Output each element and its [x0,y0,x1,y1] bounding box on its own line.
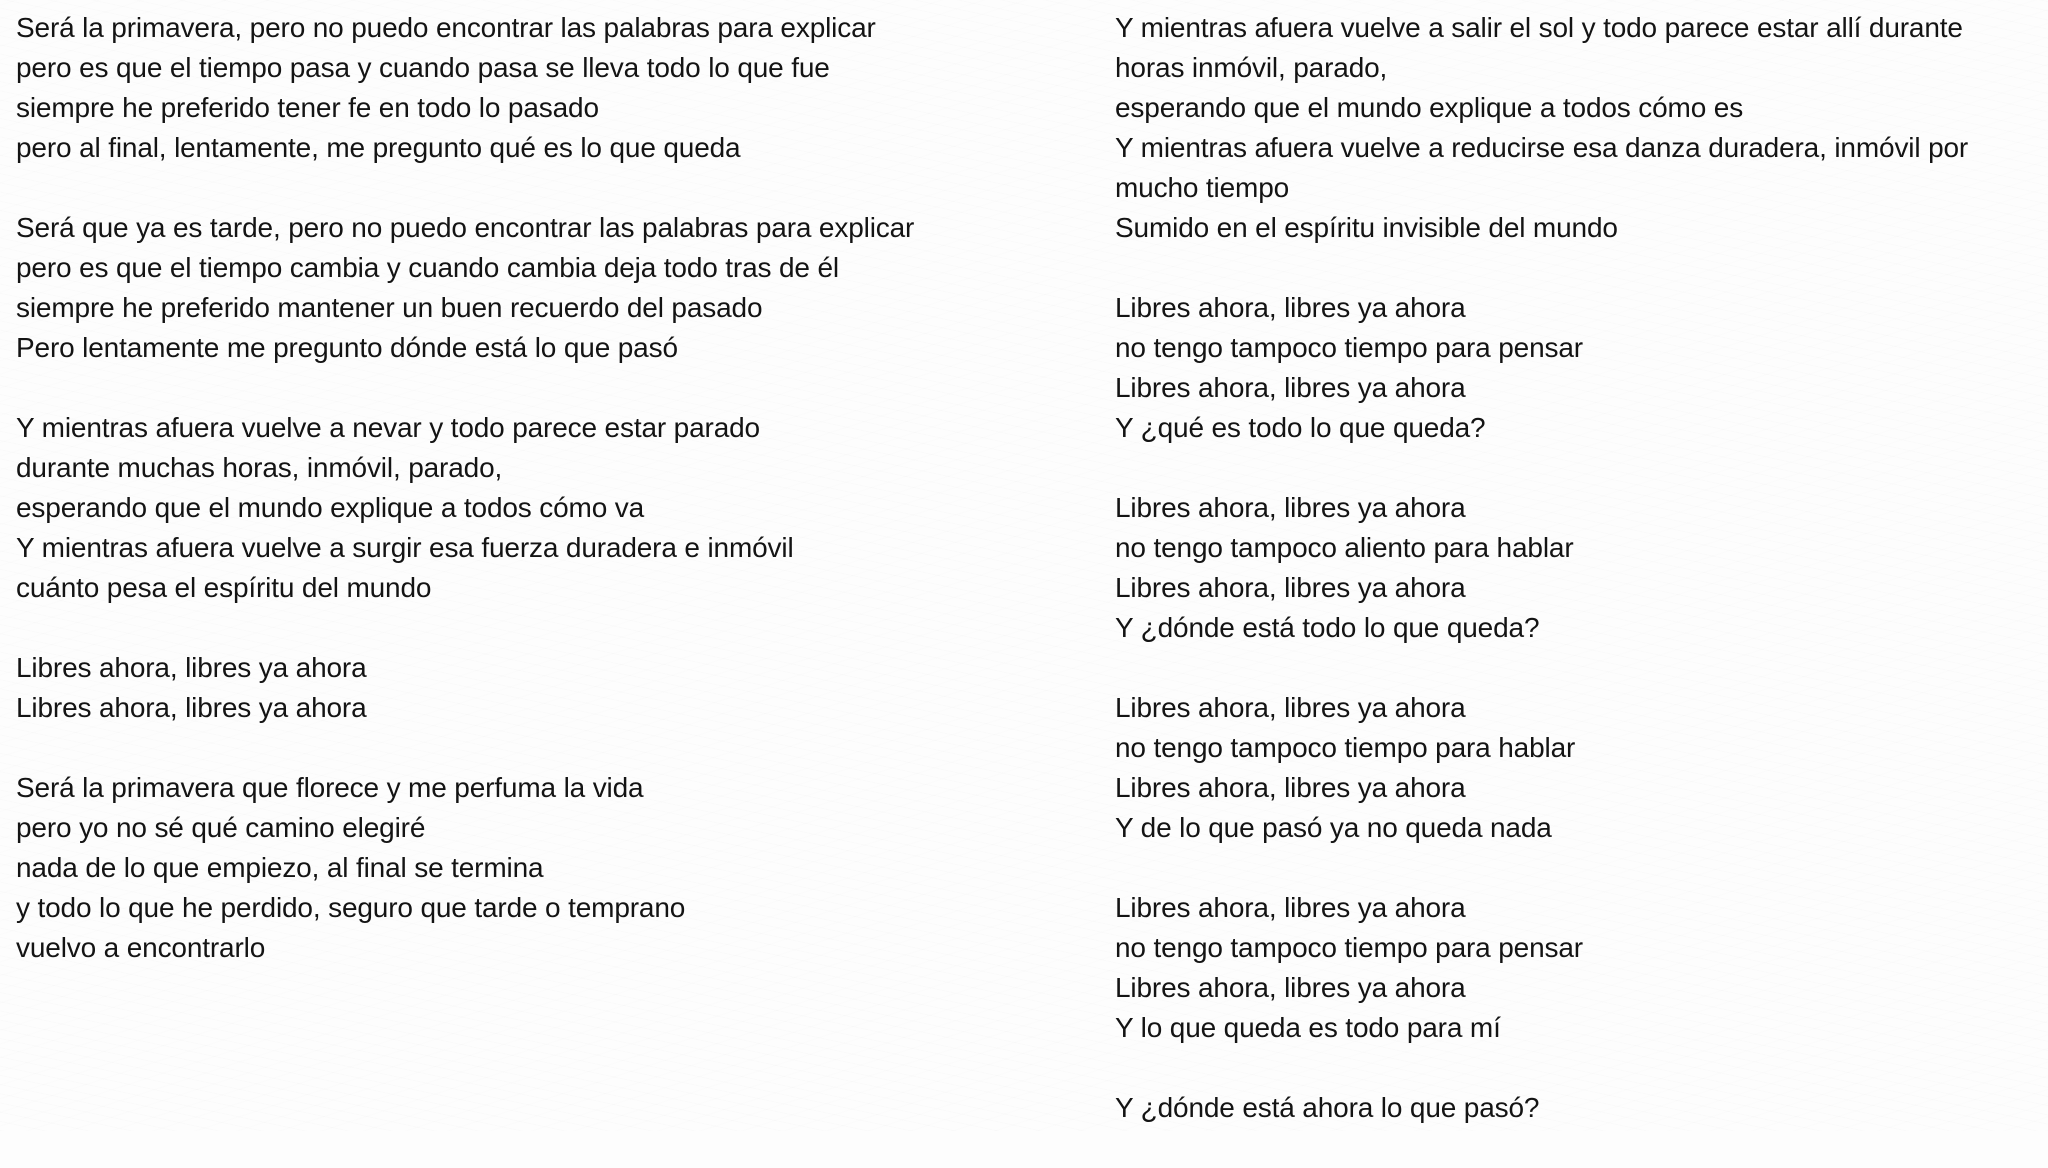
left-stanza-5 [16,768,1066,968]
lyric-line: Libres ahora, libres ya ahora [16,652,367,683]
lyric-line: Libres ahora, libres ya ahora [1115,972,1466,1003]
left-stanza-1 [16,8,1066,168]
lyric-line: Libres ahora, libres ya ahora [1115,492,1466,523]
lyric-line: esperando que el mundo explique a todos cómo va [16,492,645,523]
lyric-line: Será la primavera que florece y me perfuma la vida [16,772,644,803]
lyric-line: durante muchas horas, inmóvil, parado, [16,452,503,483]
lyric-line: y todo lo que he perdido, seguro que tarde o temprano [16,892,686,923]
lyric-line: Y mientras afuera vuelve a nevar y todo parece estar parado [16,412,760,443]
lyric-line: Y lo que queda es todo para mí [1115,1012,1501,1043]
lyric-line: no tengo tampoco tiempo para pensar [1115,332,1583,363]
lyric-line: siempre he preferido mantener un buen recuerdo del pasado [16,292,763,323]
lyric-line: no tengo tampoco aliento para hablar [1115,532,1574,563]
lyric-line: Libres ahora, libres ya ahora [1115,572,1466,603]
lyric-line: Libres ahora, libres ya ahora [16,692,367,723]
lyric-line: nada de lo que empiezo, al final se termina [16,852,544,883]
lyric-line: Libres ahora, libres ya ahora [1115,292,1466,323]
lyric-line: pero yo no sé qué camino elegiré [16,812,426,843]
right-stanza-2 [1115,288,2040,448]
right-stanza-4 [1115,688,2040,848]
lyric-line: Sumido en el espíritu invisible del mundo [1115,212,1618,243]
lyric-line: horas inmóvil, parado, [1115,52,1388,83]
lyric-line: Y ¿dónde está ahora lo que pasó? [1115,1092,1540,1123]
lyric-line: Y ¿dónde está todo lo que queda? [1115,612,1540,643]
lyric-line: Libres ahora, libres ya ahora [1115,372,1466,403]
lyric-line: siempre he preferido tener fe en todo lo pasado [16,92,599,123]
lyric-line: Será que ya es tarde, pero no puedo encontrar las palabras para explicar [16,212,915,243]
lyric-line: Libres ahora, libres ya ahora [1115,892,1466,923]
lyric-line: pero al final, lentamente, me pregunto qué es lo que queda [16,132,741,163]
lyric-line: Pero lentamente me pregunto dónde está lo que pasó [16,332,678,363]
lyric-line: cuánto pesa el espíritu del mundo [16,572,432,603]
lyric-line: esperando que el mundo explique a todos cómo es [1115,92,1744,123]
lyric-line: vuelvo a encontrarlo [16,932,266,963]
lyric-line: Y de lo que pasó ya no queda nada [1115,812,1552,843]
left-stanza-3 [16,408,1066,608]
lyric-line: Libres ahora, libres ya ahora [1115,692,1466,723]
lyric-line: Libres ahora, libres ya ahora [1115,772,1466,803]
lyric-line: no tengo tampoco tiempo para pensar [1115,932,1583,963]
right-stanza-3 [1115,488,2040,648]
right-lyrics-column [1115,8,2040,1168]
lyric-line: Será la primavera, pero no puedo encontrar las palabras para explicar [16,12,876,43]
lyric-line: pero es que el tiempo cambia y cuando cambia deja todo tras de él [16,252,839,283]
lyric-line: Y mientras afuera vuelve a surgir esa fuerza duradera e inmóvil [16,532,794,563]
right-stanza-6 [1115,1088,2040,1128]
left-stanza-4 [16,648,1066,728]
lyric-line: Y mientras afuera vuelve a reducirse esa danza duradera, inmóvil por [1115,132,1969,163]
lyric-line: mucho tiempo [1115,172,1290,203]
right-stanza-1 [1115,8,2040,248]
lyric-line: Y mientras afuera vuelve a salir el sol y todo parece estar allí durante [1115,12,1963,43]
right-stanza-5 [1115,888,2040,1048]
lyric-line: no tengo tampoco tiempo para hablar [1115,732,1576,763]
lyric-line: Y ¿qué es todo lo que queda? [1115,412,1486,443]
left-stanza-2 [16,208,1066,368]
left-lyrics-column [16,8,1066,1008]
lyric-line: pero es que el tiempo pasa y cuando pasa se lleva todo lo que fue [16,52,830,83]
